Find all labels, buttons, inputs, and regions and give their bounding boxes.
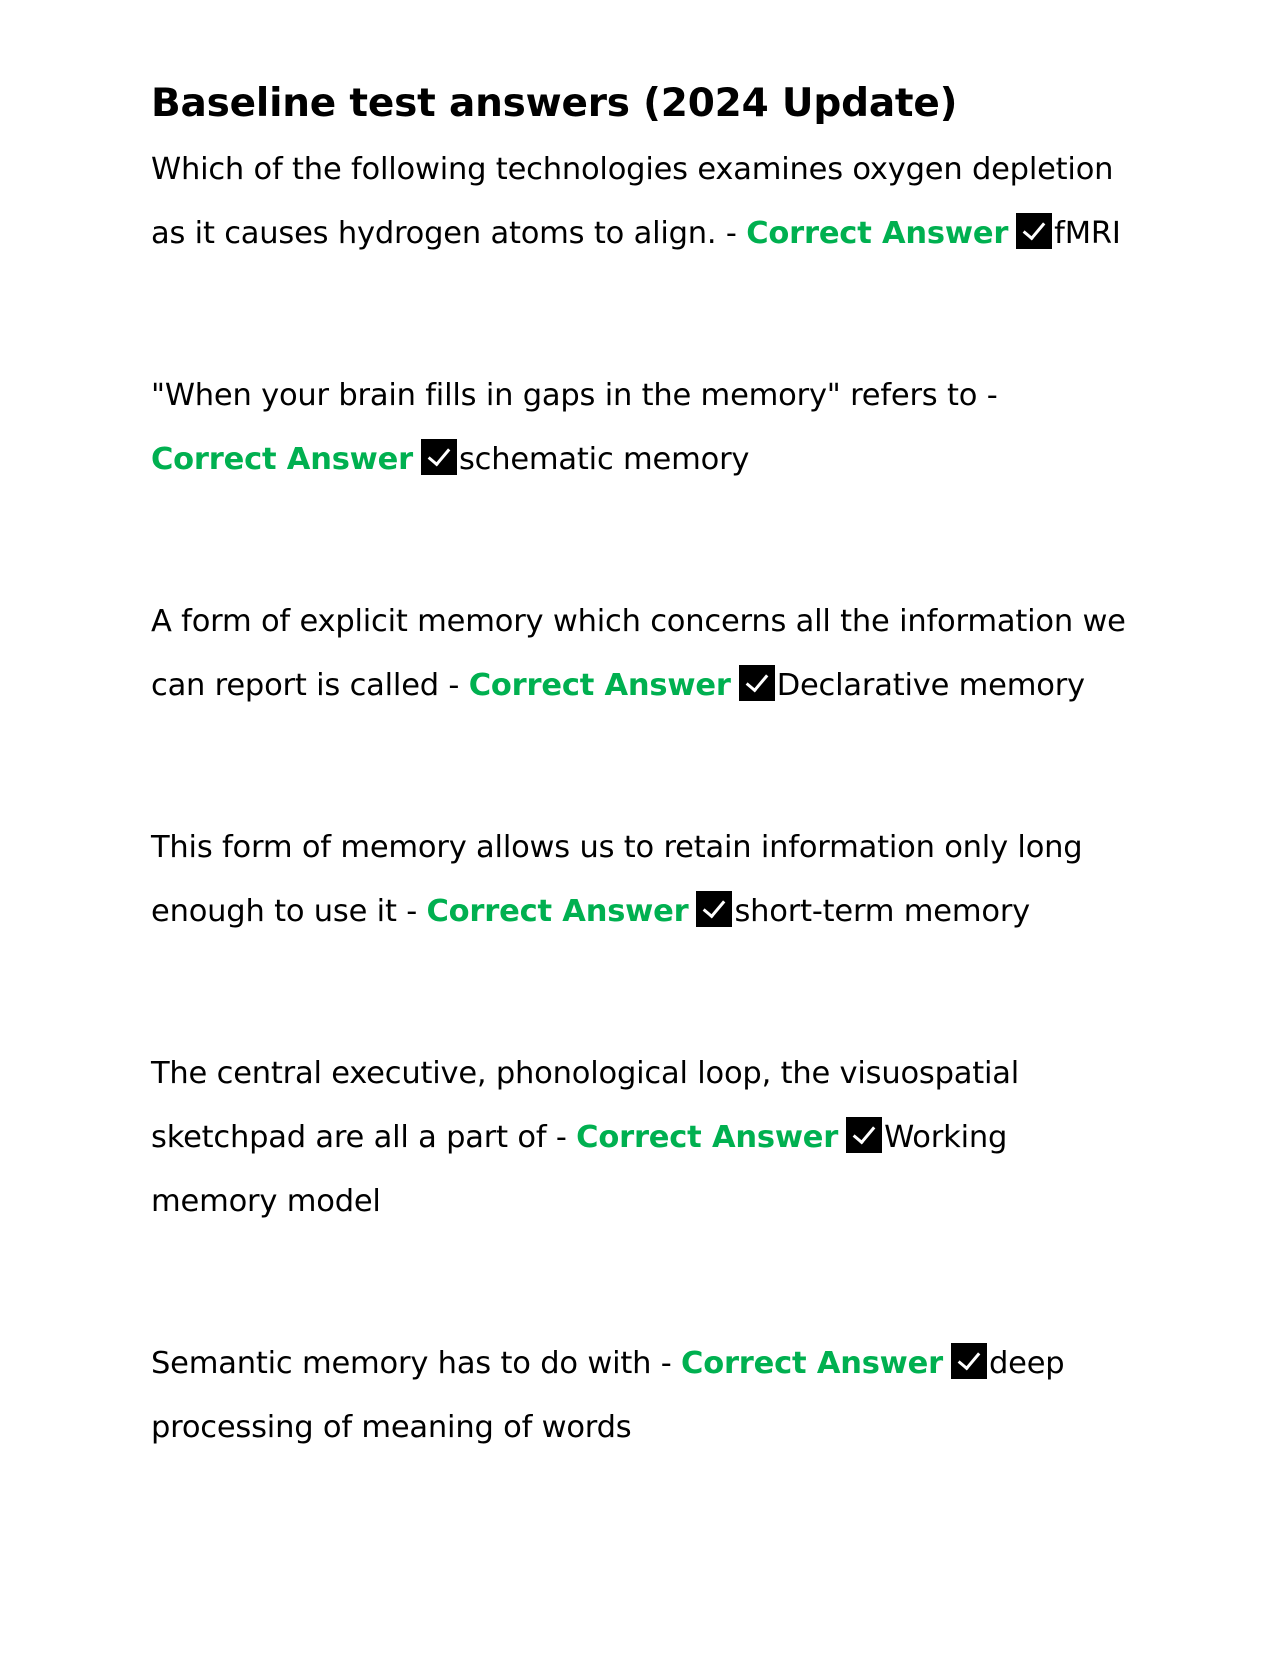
- correct-answer-label: Correct Answer: [151, 442, 413, 477]
- correct-answer-label: Correct Answer: [468, 668, 731, 703]
- answer-text: Working memory model: [151, 1120, 1008, 1219]
- correct-answer-label: Correct Answer: [576, 1120, 839, 1155]
- checkmark-icon: [421, 439, 457, 475]
- document-title: Baseline test answers (2024 Update): [151, 81, 958, 126]
- checkmark-icon: [951, 1343, 987, 1379]
- qa-item: [151, 816, 1131, 944]
- correct-answer-label: Correct Answer: [426, 894, 689, 929]
- answer-text: schematic memory: [458, 442, 750, 477]
- qa-item: [151, 364, 1131, 492]
- qa-item: [151, 138, 1131, 266]
- separator: -: [546, 1120, 577, 1155]
- separator: -: [716, 216, 747, 251]
- answer-text: short-term memory: [734, 894, 1031, 929]
- answer-text: deep processing of meaning of words: [151, 1346, 1065, 1445]
- question-text: "When your brain fills in gaps in the memory" refers to: [151, 378, 978, 413]
- question-text: This form of memory allows us to retain information only long enough to use it: [151, 830, 1083, 929]
- separator: -: [651, 1346, 682, 1381]
- checkmark-icon: [846, 1117, 882, 1153]
- correct-answer-label: Correct Answer: [681, 1346, 943, 1381]
- separator: -: [977, 378, 998, 413]
- question-text: A form of explicit memory which concerns all the information we can report is called: [151, 604, 1126, 703]
- qa-item: [151, 590, 1131, 718]
- qa-item: [151, 1042, 1131, 1234]
- checkmark-icon: [696, 891, 732, 927]
- question-text: Which of the following technologies examines oxygen depletion as it causes hydrogen atoms to align.: [151, 152, 1114, 251]
- separator: -: [438, 668, 469, 703]
- correct-answer-label: Correct Answer: [746, 216, 1009, 251]
- qa-item: [151, 1332, 1131, 1460]
- document-page: [151, 76, 1131, 1460]
- checkmark-icon: [1016, 213, 1052, 249]
- separator: -: [396, 894, 427, 929]
- answer-text: Declarative memory: [776, 668, 1085, 703]
- checkmark-icon: [739, 665, 775, 701]
- question-text: The central executive, phonological loop, the visuospatial sketchpad are all a part of: [151, 1056, 1020, 1155]
- answer-text: fMRI: [1054, 216, 1121, 251]
- question-text: Semantic memory has to do with: [151, 1346, 652, 1381]
